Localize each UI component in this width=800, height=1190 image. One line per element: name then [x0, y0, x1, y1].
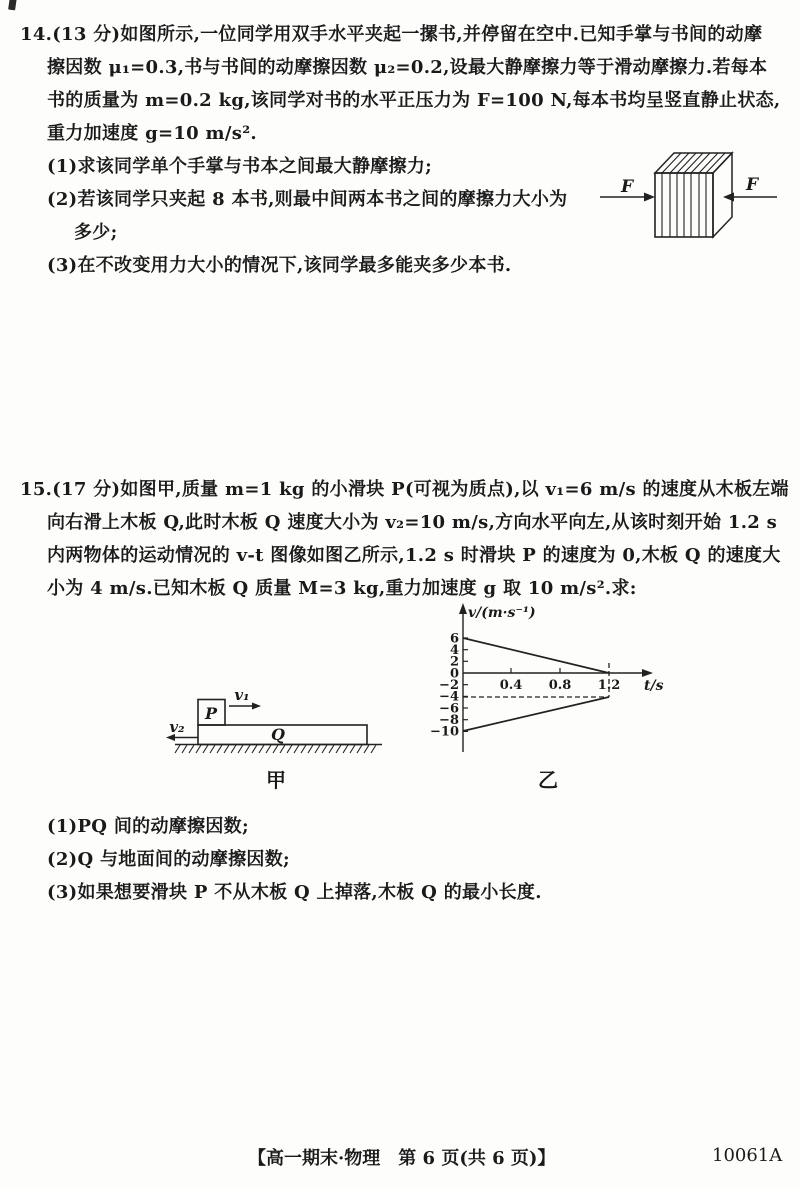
q15-line-2: 向右滑上木板 Q,此时木板 Q 速度大小为 v₂=10 m/s,方向水平向左,从该时刻开始 1.2 s: [47, 512, 778, 533]
q14-line-3: 书的质量为 m=0.2 kg,该同学对书的水平正压力为 F=100 N,每本书均呈竖直静止状态,: [47, 90, 781, 111]
q14-subquestion-2-cont: 多少;: [74, 222, 118, 243]
svg-text:0.4: 0.4: [499, 678, 523, 693]
x-axis-label: t/s: [644, 678, 664, 694]
y-axis-label: v/(m·s⁻¹): [468, 605, 536, 621]
footer-paper-code: 10061A: [712, 1145, 783, 1166]
q15-subquestion-2: (2)Q 与地面间的动摩擦因数;: [47, 849, 290, 870]
svg-text:6: 6: [449, 631, 459, 647]
svg-text:−6: −6: [439, 701, 459, 717]
line-block-p: [463, 638, 609, 673]
svg-text:−4: −4: [439, 689, 459, 705]
q15-line-1: 15.(17 分)如图甲,质量 m=1 kg 的小滑块 P(可视为质点),以 v₁=6 m/s 的速度从木板左端: [20, 479, 789, 500]
force-label-left: F: [620, 177, 634, 197]
book-stack-figure: [595, 145, 790, 295]
y-tick-labels: [430, 632, 459, 740]
x-ticks: [511, 668, 560, 673]
block-board-figure: [160, 680, 400, 760]
x-tick-labels: [500, 678, 621, 693]
svg-text:0.8: 0.8: [548, 678, 572, 693]
q14-subquestion-2: (2)若该同学只夹起 8 本书,则最中间两本书之间的摩擦力大小为: [47, 189, 568, 210]
q15-line-4: 小为 4 m/s.已知木板 Q 质量 M=3 kg,重力加速度 g 取 10 m/s².求:: [47, 578, 637, 599]
scan-artifact: [8, 0, 17, 10]
v2-arrow: [166, 718, 198, 741]
q14-line-2: 擦因数 μ₁=0.3,书与书间的动摩擦因数 μ₂=0.2,设最大静摩擦力等于滑动摩擦力.若每本: [47, 57, 768, 78]
board-q-label: Q: [271, 725, 285, 744]
ground-hatching: [175, 745, 376, 753]
y-ticks: [463, 638, 468, 731]
svg-text:0: 0: [449, 666, 459, 682]
force-arrow-left: [600, 177, 655, 202]
vt-graph: [423, 600, 698, 765]
line-board-q: [463, 697, 609, 731]
q14-subquestion-3: (3)在不改变用力大小的情况下,该同学最多能夹多少本书.: [47, 255, 512, 276]
book-spines: [662, 173, 706, 237]
svg-text:4: 4: [449, 643, 459, 658]
svg-text:2: 2: [449, 654, 459, 670]
q14-subquestion-1: (1)求该同学单个手掌与书本之间最大静摩擦力;: [47, 156, 433, 177]
svg-text:−2: −2: [439, 678, 459, 693]
block-p-label: P: [204, 704, 218, 723]
svg-text:1.2: 1.2: [597, 678, 621, 693]
force-label-right: F: [745, 175, 759, 195]
figure-yi-caption: 乙: [538, 768, 559, 792]
v1-label: v₁: [234, 686, 250, 704]
q15-subquestion-1: (1)PQ 间的动摩擦因数;: [47, 816, 249, 837]
svg-text:−10: −10: [430, 724, 459, 740]
force-arrow-right: [723, 175, 777, 202]
v2-label: v₂: [169, 718, 185, 736]
q15-line-3: 内两物体的运动情况的 v-t 图像如图乙所示,1.2 s 时滑块 P 的速度为 0,木板 Q 的速度大: [47, 545, 781, 566]
figure-jia-caption: 甲: [266, 768, 287, 792]
q14-line-4: 重力加速度 g=10 m/s².: [47, 123, 257, 144]
q14-line-1: 14.(13 分)如图所示,一位同学用双手水平夹起一摞书,并停留在空中.已知手掌与书间的动摩: [20, 24, 763, 45]
svg-text:−8: −8: [439, 713, 459, 728]
footer-page-info: 【高一期末·物理 第 6 页(共 6 页)】: [248, 1148, 556, 1169]
v1-arrow: [229, 686, 261, 710]
q15-subquestion-3: (3)如果想要滑块 P 不从木板 Q 上掉落,木板 Q 的最小长度.: [47, 882, 542, 903]
